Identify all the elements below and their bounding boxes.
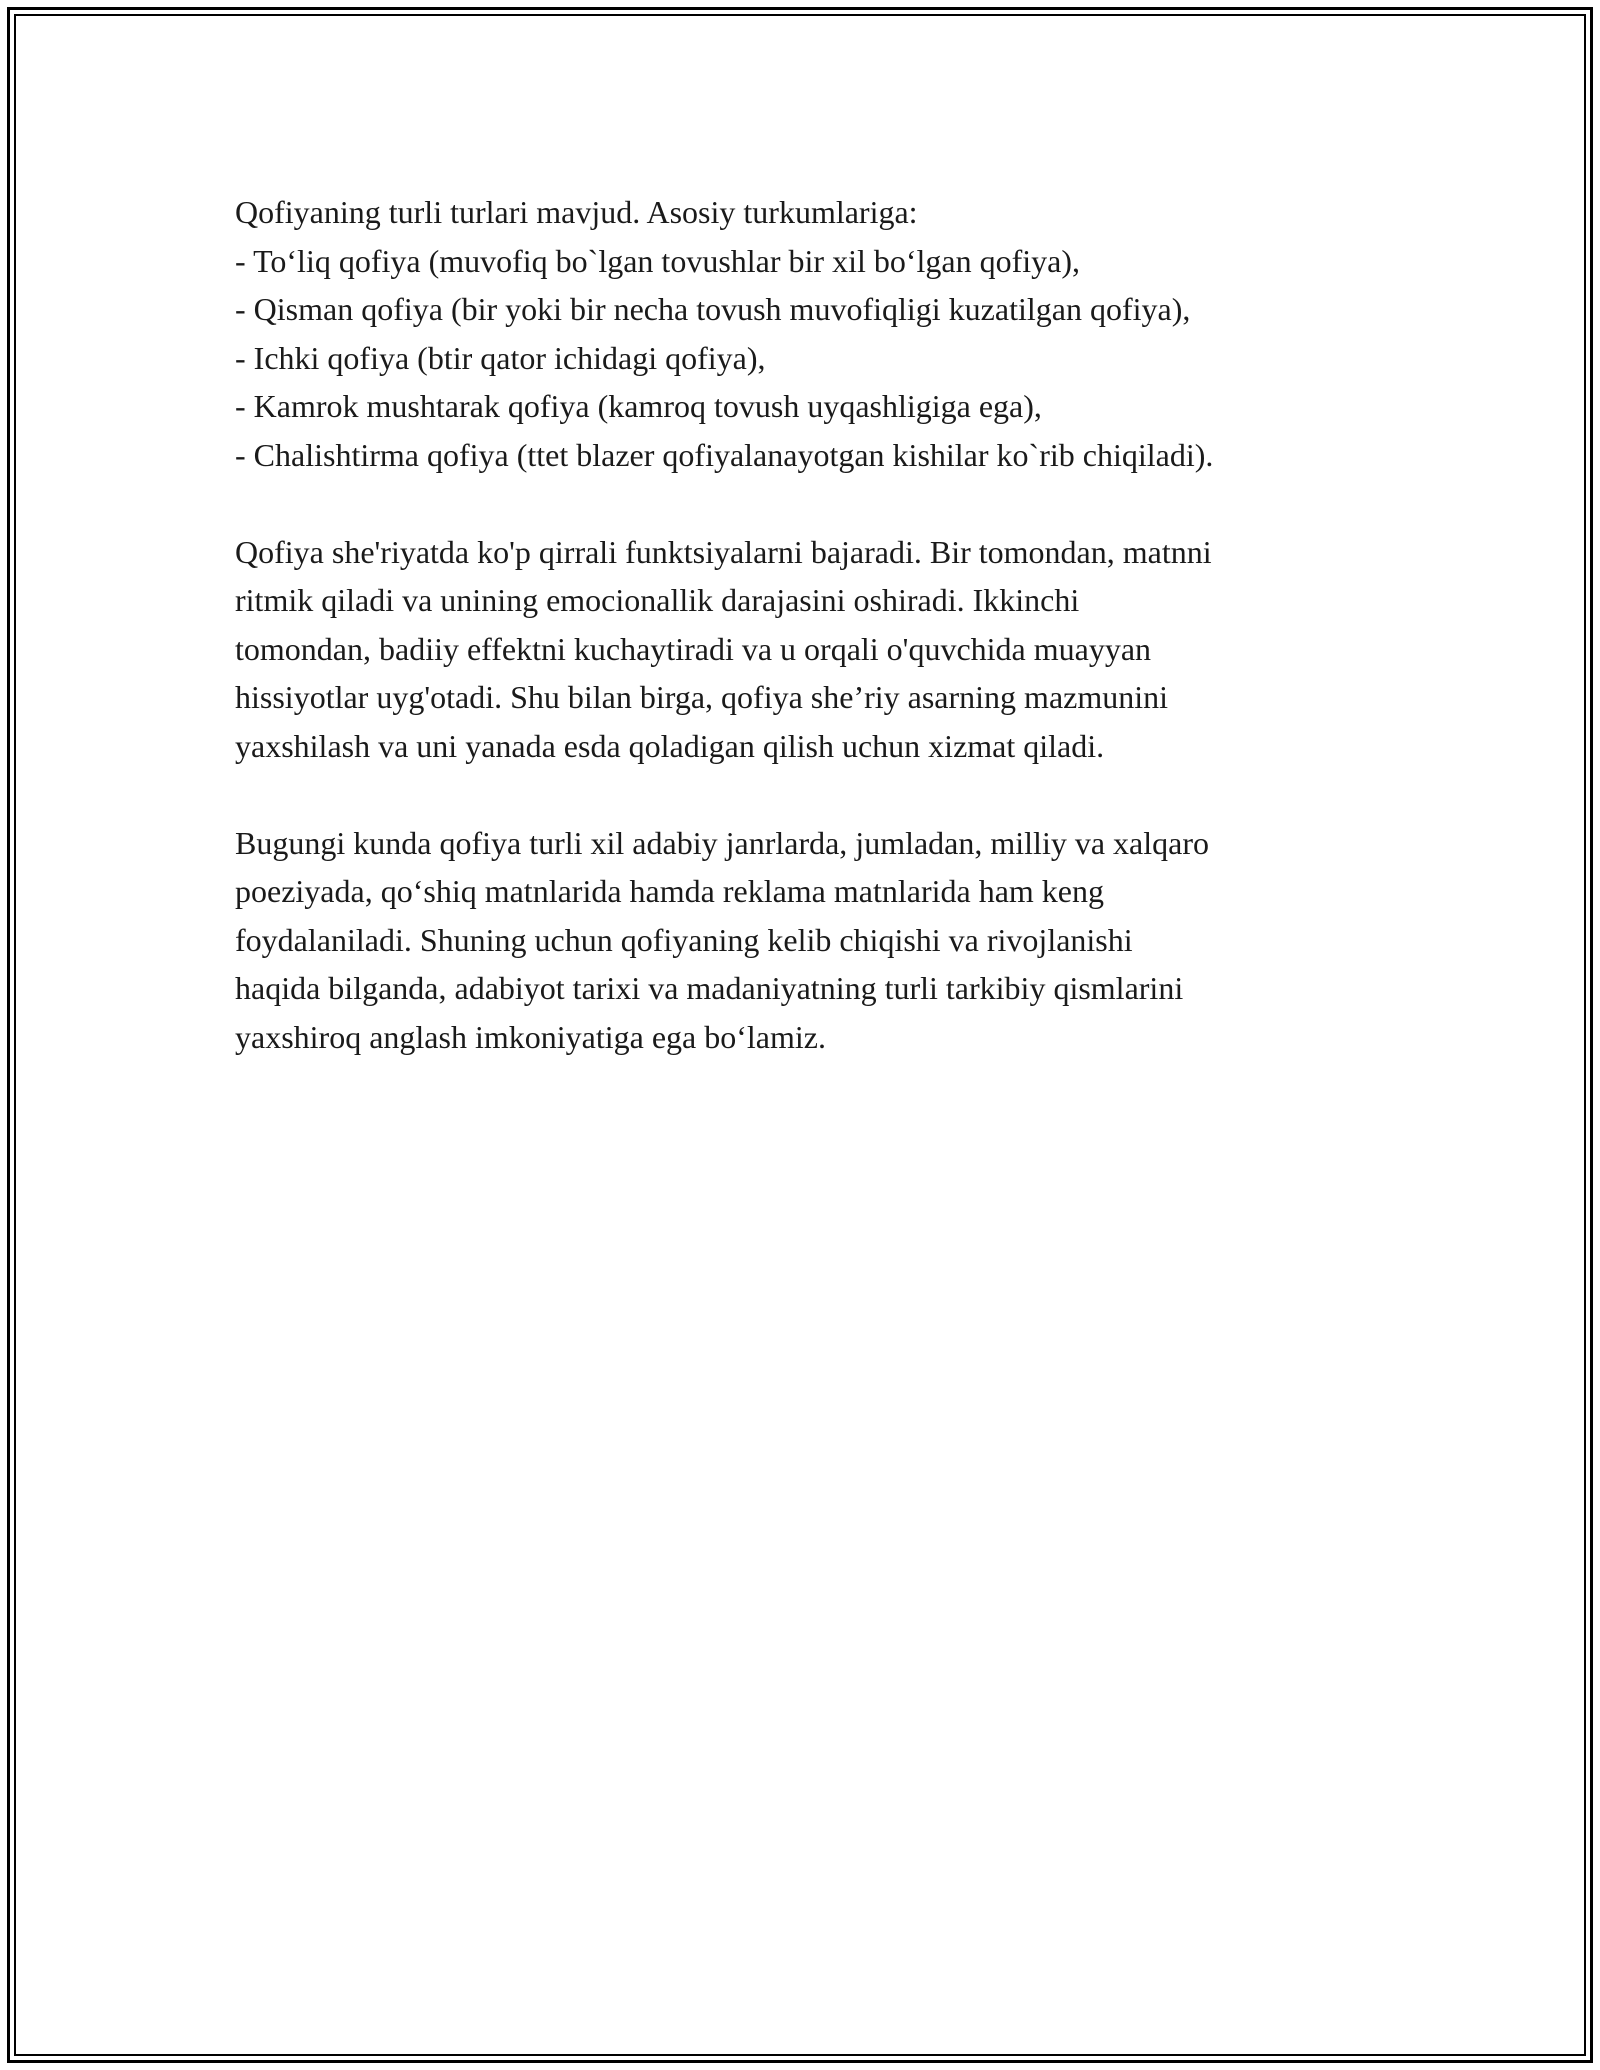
paragraph-line: Bugungi kunda qofiya turli xil adabiy janrlarda, jumladan, milliy va xalqaro <box>235 824 1209 861</box>
document-body <box>235 188 1375 1110</box>
paragraph-line: haqida bilganda, adabiyot tarixi va madaniyatning turli tarkibiy qismlarini <box>235 970 1184 1006</box>
list-item: - To‘liq qofiya (muvofiq bo`lgan tovushlar bir xil bo‘lgan qofiya), <box>235 242 1080 279</box>
rhyme-types-list <box>235 188 1375 479</box>
paragraph-line: poeziyada, qo‘shiq matnlarida hamda reklama matnlarida ham keng <box>235 873 1104 909</box>
list-item: - Chalishtirma qofiya (ttet blazer qofiyalanayotgan kishilar ko`rib chiqiladi). <box>235 436 1214 473</box>
list-item: - Qisman qofiya (bir yoki bir necha tovush muvofiqligi kuzatilgan qofiya), <box>235 291 1191 327</box>
functions-paragraph <box>235 528 1375 771</box>
paragraph-line: foydalaniladi. Shuning uchun qofiyaning kelib chiqishi va rivojlanishi <box>235 921 1133 958</box>
list-heading: Qofiyaning turli turlari mavjud. Asosiy turkumlariga: <box>235 194 918 230</box>
paragraph-line: Qofiya she'riyatda ko'p qirrali funktsiyalarni bajaradi. Bir tomondan, matnni <box>235 533 1212 570</box>
usage-paragraph <box>235 819 1375 1062</box>
paragraph-line: ritmik qiladi va unining emocionallik darajasini oshiradi. Ikkinchi <box>235 582 1080 618</box>
paragraph-line: tomondan, badiiy effektni kuchaytiradi va u orqali o'quvchida muayyan <box>235 630 1152 667</box>
paragraph-line: hissiyotlar uyg'otadi. Shu bilan birga, qofiya she’riy asarning mazmunini <box>235 679 1169 715</box>
list-item: - Kamrok mushtarak qofiya (kamroq tovush uyqashligiga ega), <box>235 388 1042 424</box>
paragraph-line: yaxshilash va uni yanada esda qoladigan qilish uchun xizmat qiladi. <box>235 727 1105 764</box>
paragraph-line: yaxshiroq anglash imkoniyatiga ega bo‘lamiz. <box>235 1018 826 1055</box>
list-item: - Ichki qofiya (btir qator ichidagi qofiya), <box>235 339 766 376</box>
